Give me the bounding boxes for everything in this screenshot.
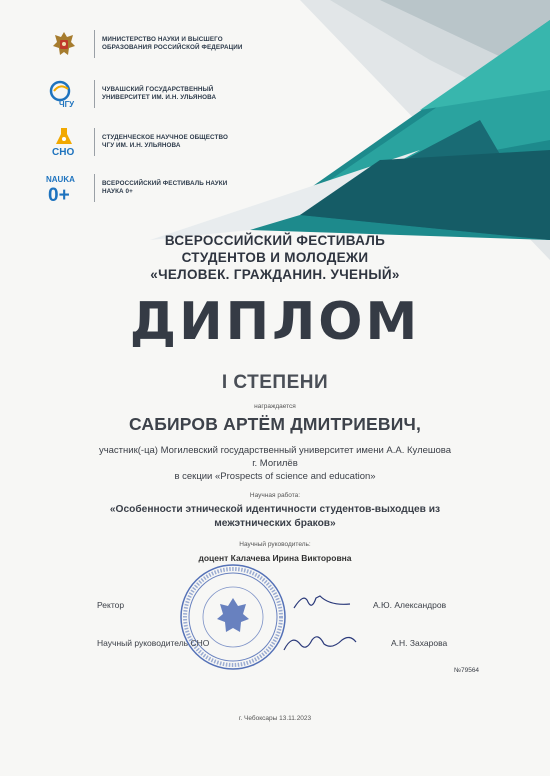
festival-title-line: ВСЕРОССИЙСКИЙ ФЕСТИВАЛЬ: [164, 233, 386, 248]
org-row-ministry: [40, 28, 243, 60]
section-line: в секции «Prospects of science and education»: [174, 471, 376, 482]
org-line: ЧУВАШСКИЙ ГОСУДАРСТВЕННЫЙ: [102, 85, 214, 93]
nauka-0-plus-logo-icon: [40, 172, 88, 204]
festival-title-line: «ЧЕЛОВЕК. ГРАЖДАНИН. УЧЕНЫЙ»: [150, 267, 400, 282]
rector-signature-icon: [290, 588, 360, 614]
work-label: Научная работа:: [249, 492, 301, 499]
org-row-chgu: [40, 78, 216, 110]
org-line: ВСЕРОССИЙСКИЙ ФЕСТИВАЛЬ НАУКИ: [102, 179, 228, 187]
org-line: ЧГУ ИМ. И.Н. УЛЬЯНОВА: [102, 142, 181, 149]
festival-title-line: СТУДЕНТОВ И МОЛОДЕЖИ: [181, 250, 369, 265]
org-line: УНИВЕРСИТЕТ ИМ. И.Н. УЛЬЯНОВА: [102, 94, 217, 101]
rector-label: Ректор: [97, 600, 125, 610]
degree-label: I СТЕПЕНИ: [221, 372, 329, 393]
org-separator: [94, 80, 95, 108]
sno-logo-text: СНО: [52, 147, 75, 158]
org-line: НАУКА 0+: [102, 188, 133, 195]
recipient-name: САБИРОВ АРТЁМ ДМИТРИЕВИЧ,: [128, 414, 422, 434]
city-line: г. Могилёв: [252, 458, 298, 469]
rector-name: А.Ю. Александров: [373, 600, 447, 610]
org-separator: [94, 128, 95, 156]
org-row-sno: [40, 126, 228, 158]
footer-place-date: г. Чебоксары 13.11.2023: [238, 715, 312, 722]
diploma-number: №79564: [454, 667, 480, 674]
org-row-nauka: [40, 172, 227, 204]
scientific-head-label: Научный руководитель СНО: [97, 638, 210, 648]
chgu-university-logo-icon: [40, 78, 88, 110]
supervisor-label: Научный руководитель:: [239, 541, 311, 548]
chgu-logo-text: ЧГУ: [59, 100, 75, 109]
diploma-title: ДИПЛОМ: [129, 292, 421, 352]
org-separator: [94, 174, 95, 202]
official-stamp-icon: [178, 562, 288, 672]
work-title-line: межэтнических браков»: [214, 518, 336, 529]
participant-line: участник(-ца) Могилевский государственный университет имени А.А. Кулешова: [98, 445, 452, 456]
org-line: МИНИСТЕРСТВО НАУКИ И ВЫСШЕГО: [102, 35, 223, 43]
org-separator: [94, 30, 95, 58]
org-line: СТУДЕНЧЕСКОЕ НАУЧНОЕ ОБЩЕСТВО: [102, 133, 228, 141]
work-title-line: «Особенности этнической идентичности студентов-выходцев из: [109, 504, 441, 515]
nauka-logo-text: NAUKA: [46, 175, 75, 184]
scientific-head-name: А.Н. Захарова: [391, 638, 448, 648]
supervisor-name: доцент Калачева Ирина Викторовна: [198, 553, 352, 563]
nauka-logo-age: 0+: [48, 185, 70, 204]
sno-flask-logo-icon: [40, 126, 88, 158]
org-line: ОБРАЗОВАНИЯ РОССИЙСКОЙ ФЕДЕРАЦИИ: [102, 44, 243, 51]
work-title: [0, 503, 550, 531]
russian-coat-of-arms-icon: [40, 28, 88, 60]
awarded-label: награждается: [254, 403, 296, 410]
festival-title: [0, 232, 550, 283]
scientific-head-signature-icon: [280, 628, 360, 656]
